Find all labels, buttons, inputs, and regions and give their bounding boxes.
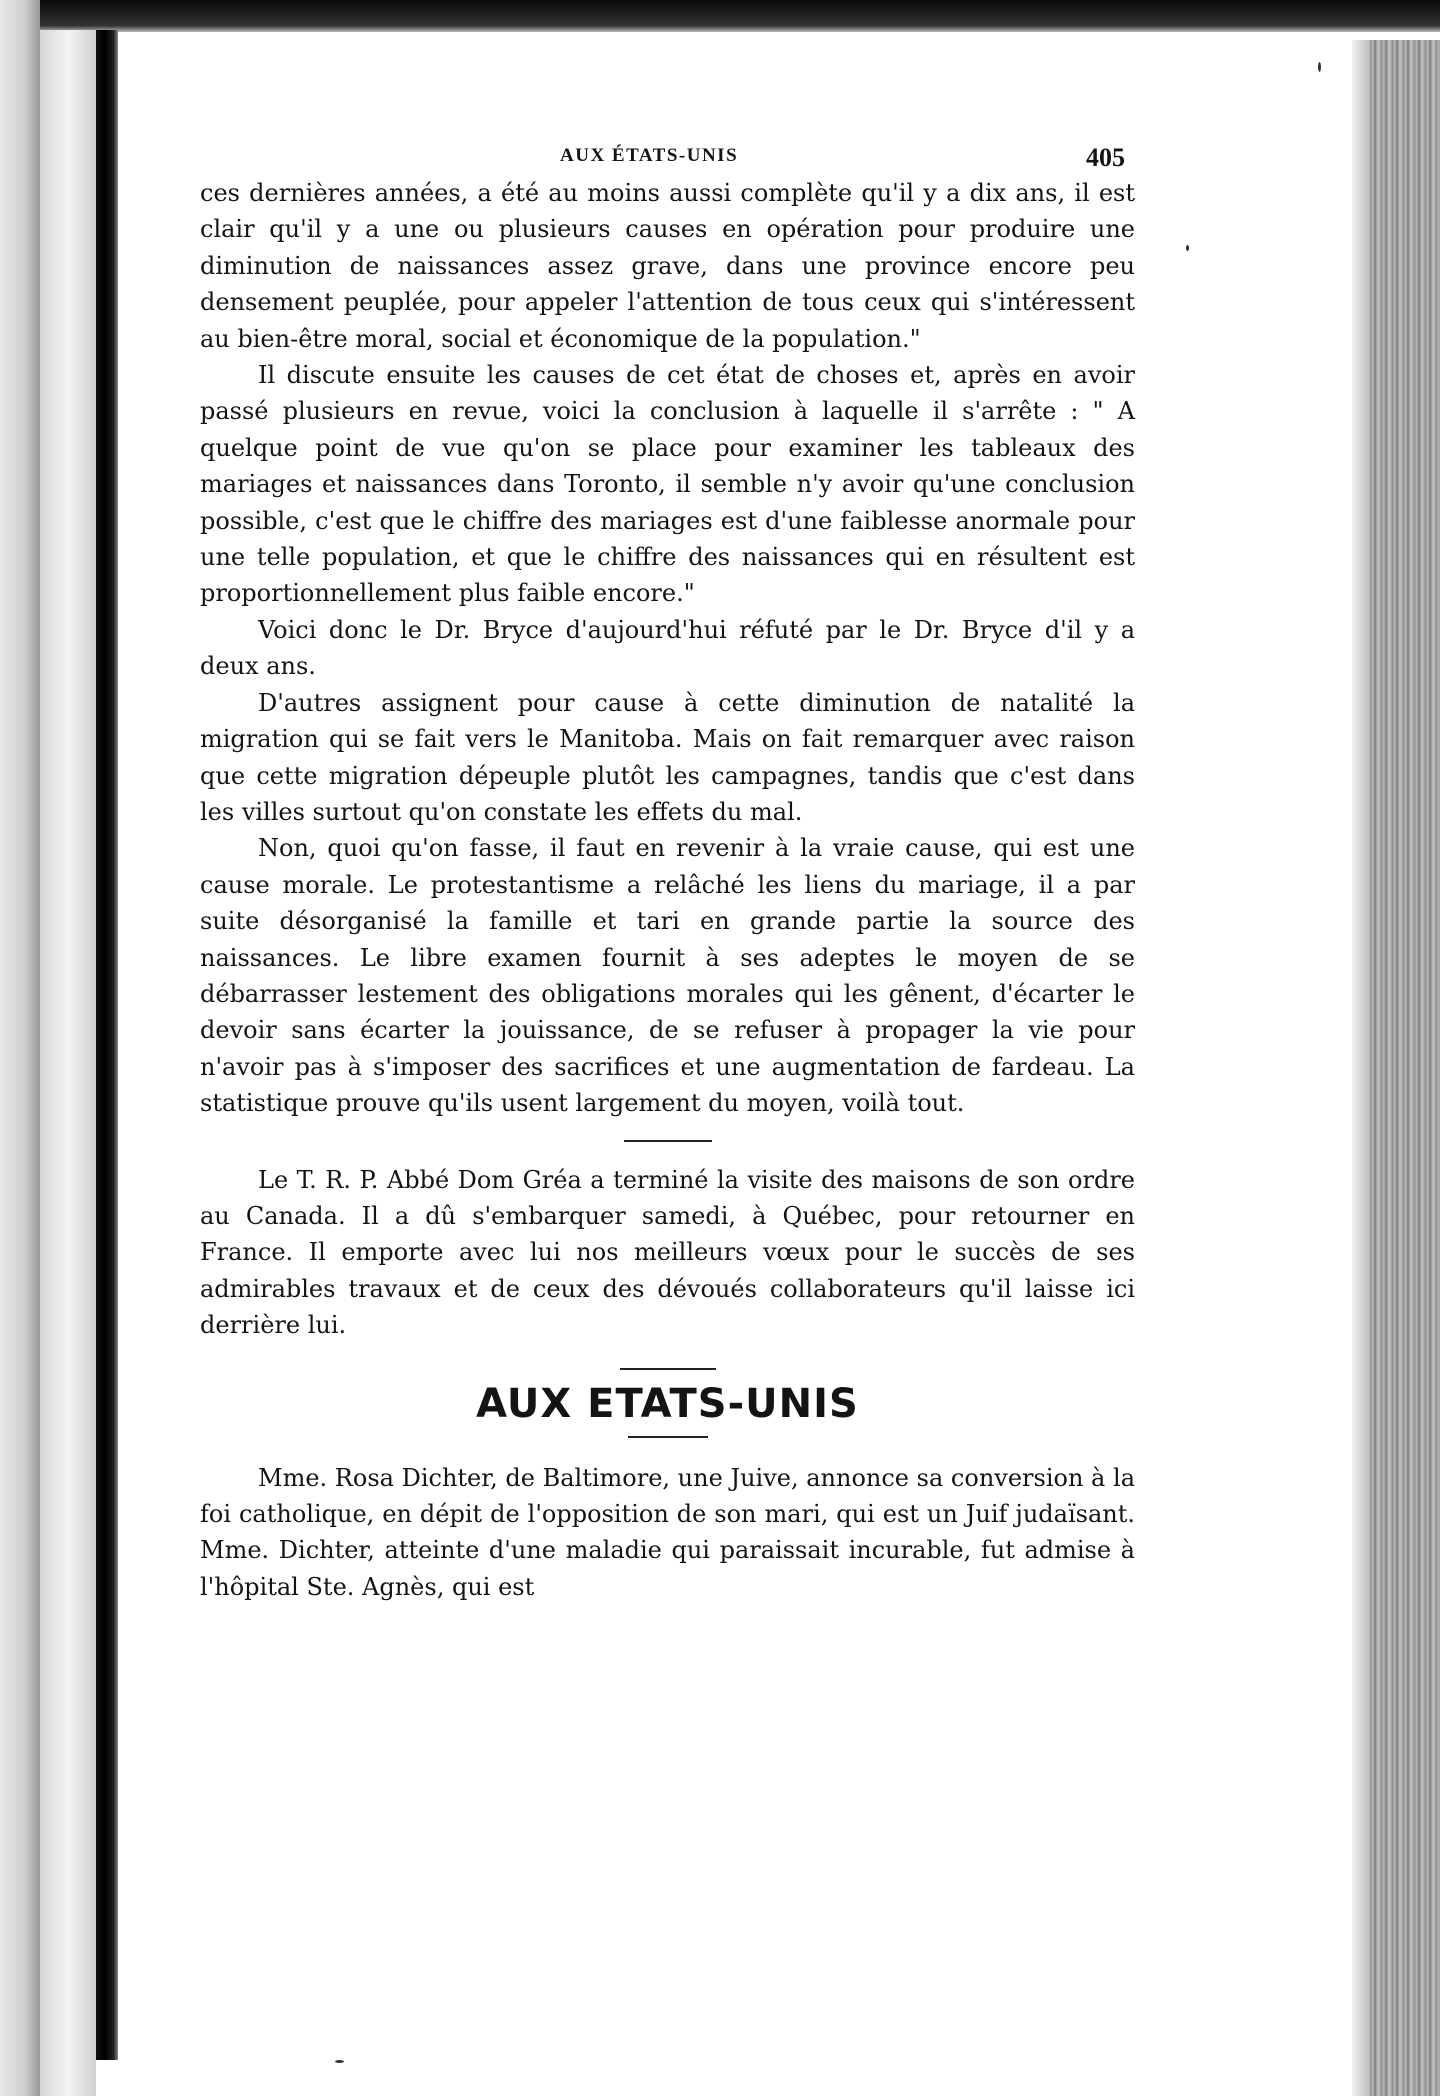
scan-top-border [0,0,1440,32]
notice-paragraph: Le T. R. P. Abbé Dom Gréa a terminé la visite des maisons de son ordre au Canada. Il a dû s'embarquer samedi, à Québec, pour retourner en France. Il emporte avec lui nos meilleurs vœux pour le succès de ses admirables travaux et de ceux des dévoués collaborateurs qu'il laisse ici derrière lui. [200,1165,1135,1340]
scan-speck [1186,245,1189,251]
scan-left-margin [0,0,40,2096]
paragraph: Voici donc le Dr. Bryce d'aujourd'hui réfuté par le Dr. Bryce d'il y a deux ans. [200,615,1135,681]
running-head [200,135,1135,175]
paragraph: Il discute ensuite les causes de cet état de choses et, après en avoir passé plusieurs en revue, voici la conclusion à laquelle il s'arrête : " A quelque point de vue qu'on se place pour examiner les tableaux des mariages et naissances dans Toronto, il semble n'y avoir qu'une conclusion possible, c'est que le chiffre des mariages est d'une faiblesse anormale pour une telle population, et que le chiffre des naissances qui en résultent est proportionnellement plus faible encore." [200,361,1135,608]
scan-speck [1318,62,1321,72]
facing-page-edge [40,30,96,2096]
running-title: AUX ÉTATS-UNIS [560,145,739,166]
paragraph: Non, quoi qu'on fasse, il faut en revenir à la vraie cause, qui est une cause morale. Le protestantisme a relâché les liens du mariage, il a par suite désorganisé la famille et tari en grande partie la source des naissances. Le libre examen fournit à ses adeptes le moyen de se débarrasser lestement des obligations morales qui les gênent, d'écarter le devoir sans écarter la jouissance, de se refuser à propager la vie pour n'avoir pas à s'imposer des sacrifices et une augmentation de fardeau. La statistique prouve qu'ils usent largement du moyen, voilà tout. [200,834,1135,1118]
paragraph-continued: ces dernières années, a été au moins aussi complète qu'il y a dix ans, il est clair qu'il y a une ou plusieurs causes en opération pour produire une diminution de naissances assez grave, dans une province encore peu densement peuplée, pour appeler l'attention de tous ceux qui s'intéressent au bien-être moral, social et économique de la population." [200,179,1135,353]
book-gutter-shadow [96,30,118,2060]
page-content [200,135,1135,1605]
page-number: 405 [1086,143,1125,172]
separator-rule [628,1436,708,1438]
page-edge-shadow [1352,40,1370,2096]
scan-speck [335,2060,344,2063]
book-page-stack [1370,40,1440,2096]
separator-rule [620,1368,716,1370]
section-title: AUX ETATS-UNIS [476,1380,859,1427]
separator-rule [624,1140,712,1142]
section-paragraph: Mme. Rosa Dichter, de Baltimore, une Juive, annonce sa conversion à la foi catholique, en dépit de l'opposition de son mari, qui est un Juif judaïsant. Mme. Dichter, atteinte d'une maladie qui paraissait incurable, fut admise à l'hôpital Ste. Agnès, qui est [200,1463,1135,1601]
paragraph: D'autres assignent pour cause à cette diminution de natalité la migration qui se fait vers le Manitoba. Mais on fait remarquer avec raison que cette migration dépeuple plutôt les campagnes, tandis que c'est dans les villes surtout qu'on constate les effets du mal. [200,688,1135,826]
